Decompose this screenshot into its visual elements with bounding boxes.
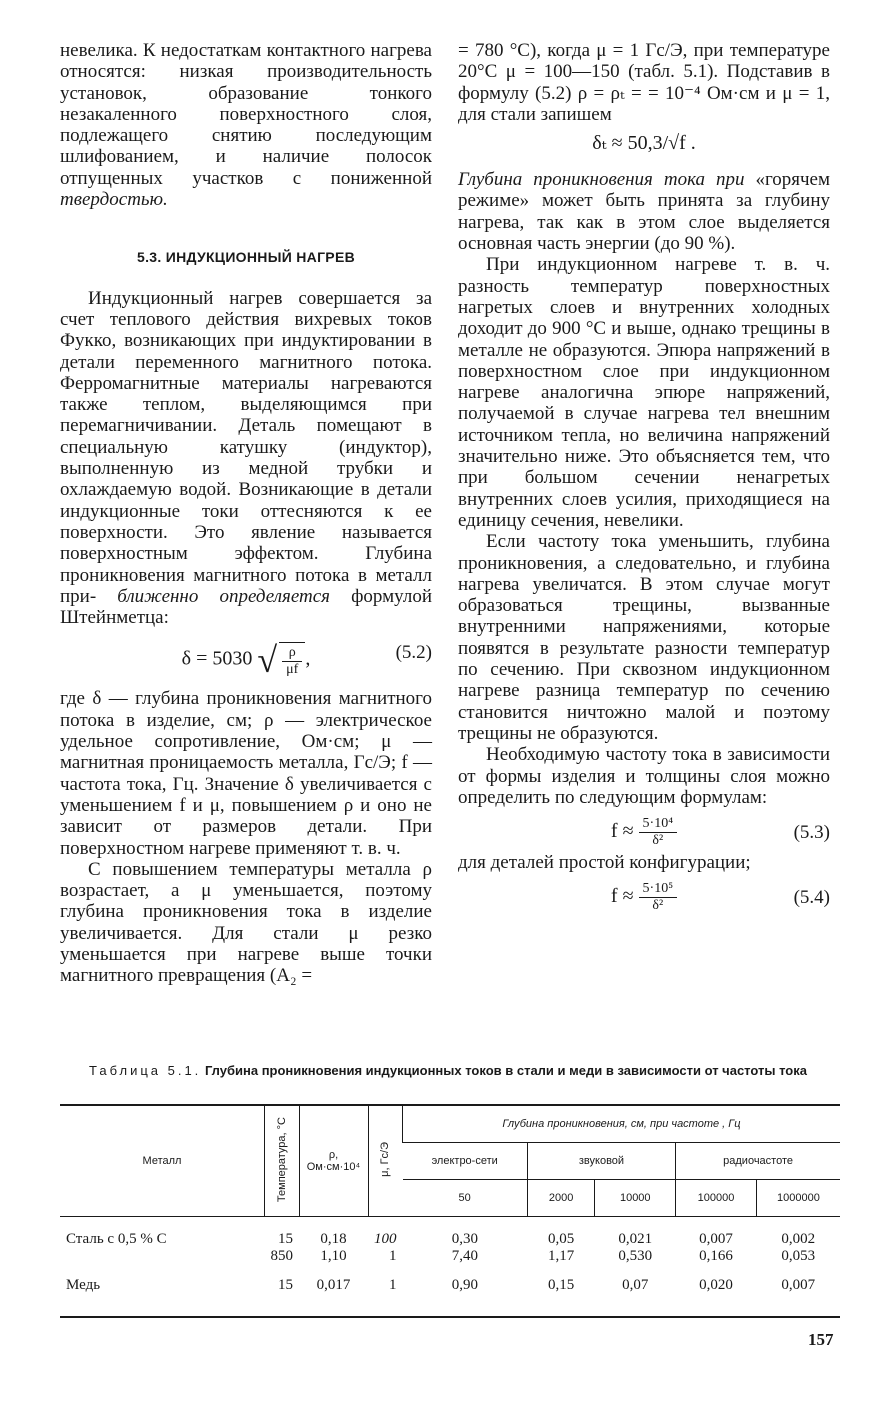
table-5-1 [60, 1104, 840, 1318]
freq-header: 10000 [595, 1180, 676, 1217]
equation-5-2: δ = 5030 √ $\frac{\rho}{\mu f}$ , (5.2) [181, 640, 432, 681]
equation-5-3: f ≈ $\frac{\text{5·10⁴}}{\text{δ²}}$ (5.3) [610, 816, 830, 849]
equation-number: (5.2) [395, 642, 432, 664]
col-header-audio: звуковой [527, 1143, 675, 1180]
freq-header: 100000 [676, 1180, 757, 1217]
equation-number: (5.3) [793, 822, 830, 844]
equation-5-4: f ≈ $\frac{\text{5·10⁵}}{\text{δ²}}$ (5.4) [610, 881, 830, 914]
col-header-temp: Температура, °C [265, 1105, 300, 1217]
freq-header: 1000000 [756, 1180, 840, 1217]
paragraph: Необходимую частоту тока в зависимости от формы изделия и толщины слоя можно определить по следующим формулам: [458, 744, 830, 808]
col-header-power: электро-сети [403, 1143, 528, 1180]
col-header-mu: μ, Гс/Э [368, 1105, 403, 1217]
equation-delta-t: δₜ ≈ 50,3/√f . [592, 132, 696, 155]
left-column [60, 40, 432, 987]
paragraph: невелика. К недостаткам контактного нагрева относятся: низкая производительность установок, образование тонкого незакаленного поверхностного слоя, подлежащего снятию последующим шлифованием, и наличие полосок отпущенных участков с пониженной твердостью. [60, 40, 432, 211]
paragraph: Если частоту тока уменьшить, глубина проникновения, а следовательно, и глубина нагрева увеличатся. В этом случае могут образоваться трещины, вызванные внутренними напряжениями, которые появятся в результате разности температур по сечению. При сквозном индукционном нагреве разница температур по сечению становится ничтожно малой и поэтому трещины не образуются. [458, 531, 830, 744]
paragraph: При индукционном нагреве т. в. ч. разность температур поверхностных нагретых слоев и внутренних холодных доходит до 900 °C и выше, однако трещины в металле не образуются. Эпюра напряжений в поверхностном слое при индукционном нагреве аналогична эпюре напряжений, получаемой в случае нагрева тел внешним источником тепла, но величина напряжений значительно ниже. Это объясняется тем, что при большом сечении ненагретых внутренних слоев усилия, приходящиеся на единицу сечения, невелики. [458, 254, 830, 531]
paragraph: С повышением температуры металла ρ возрастает, а μ уменьшается, поэтому глубина проникновения тока в изделие увеличивается. Для стали μ резко уменьшается при нагреве выше точки магнитного превращения (A₂ = [60, 858, 432, 987]
table-row: Медь 15 0,017 1 0,90 0,15 0,07 0,020 0,007 [66, 1277, 816, 1293]
sqrt-symbol: √ [257, 640, 278, 681]
paragraph: Индукционный нагрев совершается за счет теплового действия вихревых токов Фукко, возникающих при индуктировании в детали переменного магнитного потока. Ферромагнитные материалы нагреваются также теплом, выделяющимся при перемагничивании. Деталь помещают в специальную катушку (индуктор), выполненную из медной трубки и охлаждаемую водой. Возникающие в детали индукционные токи оттесняются к ее поверхности. Это явление называется поверхностным эффектом. Глубина проникновения магнитного потока в металл при- ближенно определяется формулой Штейнметца: [60, 287, 432, 629]
equation-number: (5.4) [793, 887, 830, 909]
paragraph: для деталей простой конфигурации; [458, 852, 751, 874]
freq-header: 2000 [527, 1180, 595, 1217]
right-column [458, 40, 830, 917]
col-header-radio: радиочастоте [676, 1143, 840, 1180]
paragraph: = 780 °C), когда μ = 1 Гс/Э, при температуре 20°C μ = 100—150 (табл. 5.1). Подставив в формулу (5.2) ρ = ρₜ = = 10⁻⁴ Ом·см и μ = 1, для стали запишем [458, 40, 830, 125]
col-header-rho: ρ, Ом·см·10⁴ [299, 1105, 368, 1217]
table-caption: Таблица 5.1. Глубина проникновения индукционных токов в стали и меди в зависимости от частоты тока [89, 1063, 807, 1078]
paragraph: где δ — глубина проникновения магнитного потока в изделие, см; ρ — электрическое удельное сопротивление, Ом·см; μ — магнитная проницаемость металла, Гс/Э; f — частота тока, Гц. Значение δ увеличивается с уменьшением f и μ, повышением ρ и оно не зависит от размеров детали. При поверхностном нагреве применяют т. в. ч. [60, 688, 432, 859]
table-row: Сталь с 0,5 % C 15 0,18 100 0,30 0,05 0,021 0,007 0,002 [66, 1231, 816, 1247]
table-row: 850 1,10 1 7,40 1,17 0,530 0,166 0,053 [270, 1248, 816, 1264]
section-heading: 5.3. ИНДУКЦИОННЫЙ НАГРЕВ [136, 249, 355, 266]
col-header-metal: Металл [60, 1105, 265, 1217]
page-number: 157 [808, 1330, 834, 1349]
freq-header: 50 [403, 1180, 528, 1217]
col-header-depth: Глубина проникновения, см, при частоте , Гц [403, 1105, 841, 1143]
paragraph: Глубина проникновения тока при «горячем режиме» может быть принята за глубину нагрева, так как в этом слое выделяется основная часть энергии (до 90 %). [458, 169, 831, 255]
